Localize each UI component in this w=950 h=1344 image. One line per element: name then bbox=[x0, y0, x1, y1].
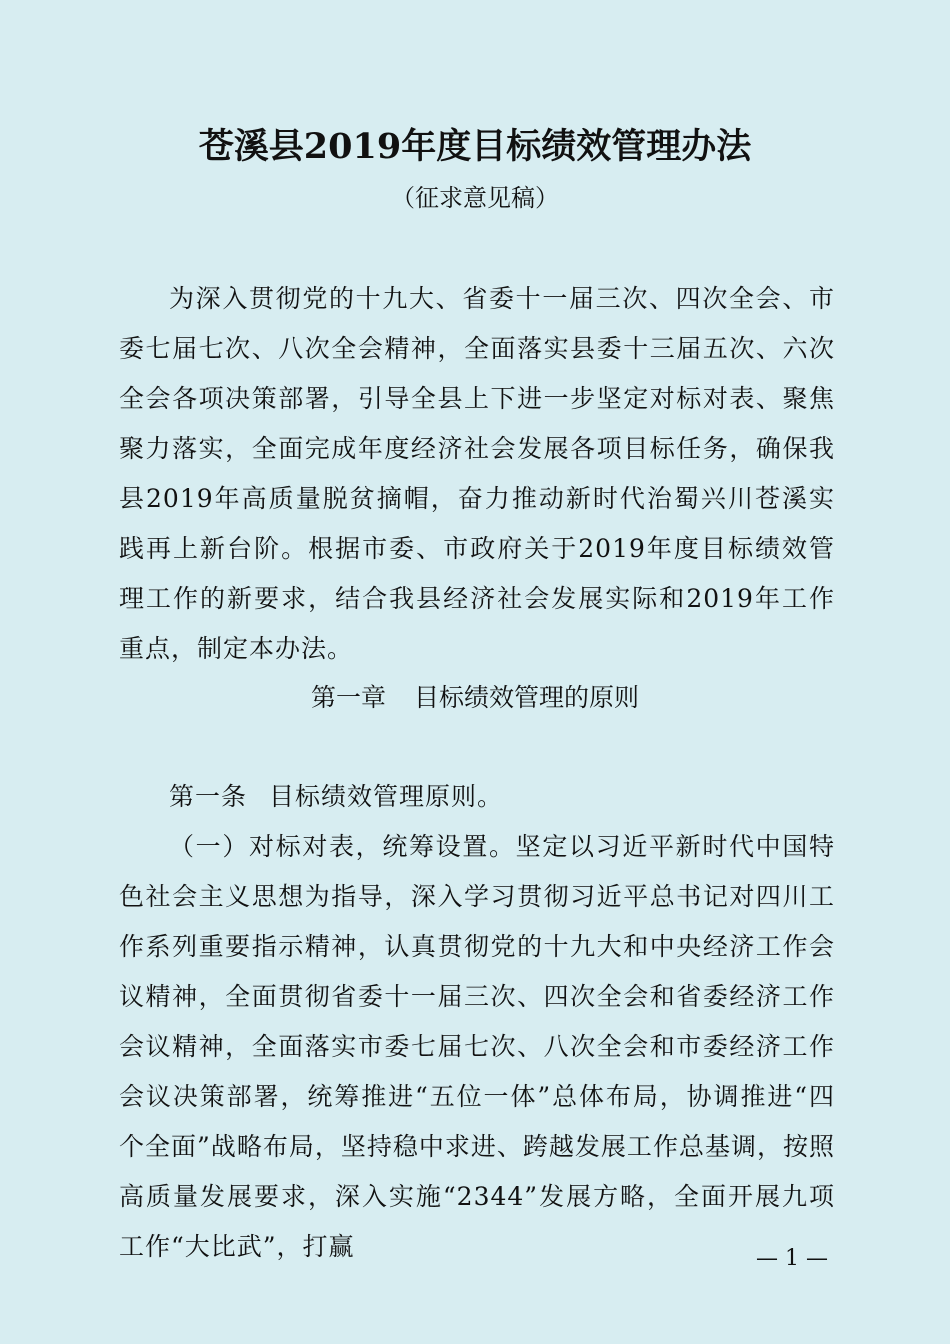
document-subtitle: （征求意见稿） bbox=[391, 184, 559, 212]
article-heading bbox=[169, 772, 503, 822]
chapter-title: 目标绩效管理的原则 bbox=[414, 683, 640, 712]
chapter-number: 第一章 bbox=[310, 683, 386, 712]
page-number: — 1 — bbox=[756, 1246, 828, 1271]
chapter-heading bbox=[0, 673, 950, 723]
article-title: 目标绩效管理原则。 bbox=[269, 782, 504, 811]
intro-paragraph: 为深入贯彻党的十九大、省委十一届三次、四次全会、市委七届七次、八次全会精神，全面落实县委十三届五次、六次全会各项决策部署，引导全县上下进一步坚定对标对表、聚焦聚力落实，全面完成年度经济社会发展各项目标任务，确保我县2019年高质量脱贫摘帽，奋力推动新时代治蜀兴川苍溪实践再上新台阶。根据市委、市政府关于2019年度目标绩效管理工作的新要求，结合我县经济社会发展实际和2019年工作重点，制定本办法。 bbox=[119, 284, 835, 663]
article-number: 第一条 bbox=[169, 782, 248, 811]
principle-paragraph: （一）对标对表，统筹设置。坚定以习近平新时代中国特色社会主义思想为指导，深入学习贯彻习近平总书记对四川工作系列重要指示精神，认真贯彻党的十九大和中央经济工作会议精神，全面贯彻省委十一届三次、四次全会和省委经济工作会议精神，全面落实市委七届七次、八次全会和市委经济工作会议决策部署，统筹推进“五位一体”总体布局，协调推进“四个全面”战略布局，坚持稳中求进、跨越发展工作总基调，按照高质量发展要求，深入实施“2344”发展方略，全面开展九项工作“大比武”，打赢 bbox=[119, 832, 835, 1261]
document-title: 苍溪县2019年度目标绩效管理办法 bbox=[198, 126, 752, 167]
